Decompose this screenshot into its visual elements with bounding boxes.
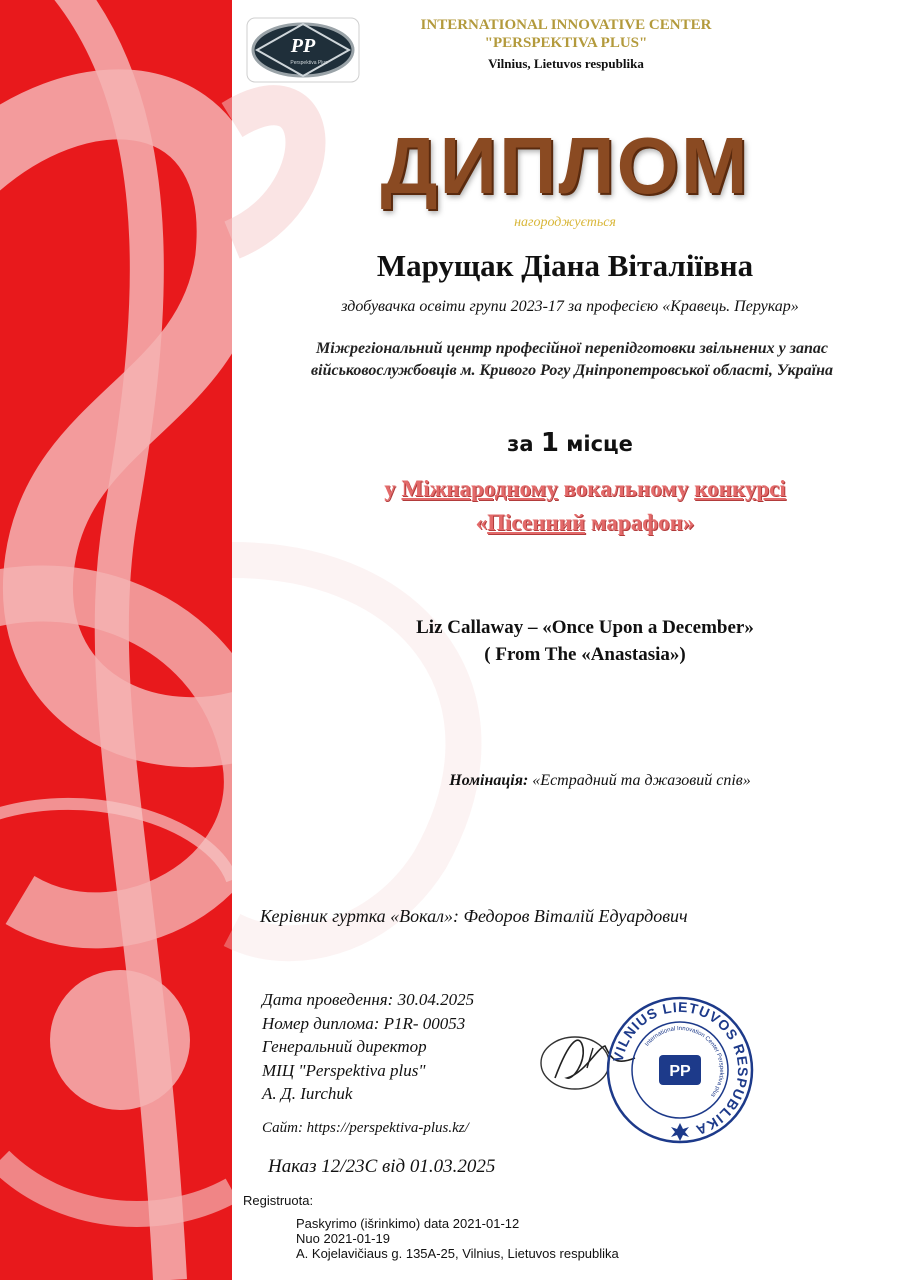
recipient-name: Марущак Діана Віталіївна: [376, 248, 754, 283]
diploma-number: Номер диплома: P1R- 00053: [262, 1013, 466, 1033]
org-line1: INTERNATIONAL INNOVATIVE CENTER: [420, 17, 712, 33]
stamp-center: PP: [669, 1063, 691, 1080]
logo-icon: [245, 14, 363, 86]
diploma-details: [262, 988, 562, 1106]
registration-line3: A. Kojelavičiaus g. 135A-25, Vilnius, Lietuvos respublika: [296, 1246, 619, 1261]
stamp-inner-text: International Innovation Center Perspektiva plus: [644, 1025, 725, 1098]
institution-line1: Міжрегіональний центр професійної перепідготовки звільнених у запас: [316, 340, 828, 357]
logo-subtext: Perspektiva Plus: [290, 60, 328, 66]
place-award: [460, 428, 680, 458]
director-name: А. Д. Iurchuk: [262, 1084, 353, 1103]
registration-details: [296, 1216, 619, 1261]
stamp-icon: [605, 995, 755, 1145]
registration-line1: Paskyrimo (išrinkimo) data 2021-01-12: [296, 1216, 520, 1231]
contest-word-6: марафон»: [590, 510, 695, 535]
contest-word-4: конкурсі: [694, 476, 786, 501]
place-number: 1: [540, 428, 559, 458]
director-title: Генеральний директор: [262, 1037, 427, 1056]
leader-line: Керівник гуртка «Вокал»: Федоров Віталій Едуардович: [260, 906, 688, 926]
place-suffix: місце: [566, 432, 633, 456]
org-city: Vilnius, Lietuvos respublika: [488, 56, 644, 71]
song-title: [300, 614, 870, 668]
nomination-value: «Естрадний та джазовий спів»: [532, 772, 751, 789]
song-line1: Liz Callaway – «Once Upon a December»: [416, 617, 754, 638]
order-number: Наказ 12/23С від 01.03.2025: [268, 1156, 496, 1177]
event-date: Дата проведення: 30.04.2025: [262, 990, 475, 1009]
website-link[interactable]: Сайт: https://perspektiva-plus.kz/: [262, 1120, 469, 1136]
side-decoration: [0, 0, 232, 1280]
contest-name: [300, 472, 870, 540]
contest-quote-open: «: [475, 510, 488, 535]
institution: [262, 338, 882, 382]
contest-word-3: вокальному: [563, 476, 689, 501]
contest-word-5: Пісенний: [487, 510, 586, 535]
director-org: МІЦ "Perspektiva plus": [262, 1060, 426, 1080]
institution-line2: військовослужбовців м. Кривого Рогу Дніпропетровської області, Україна: [311, 362, 833, 379]
song-line2: ( From The «Anastasia»): [484, 644, 686, 665]
org-line2: "PERSPEKTIVA PLUS": [484, 35, 648, 51]
nomination: [300, 772, 900, 790]
registration-line2: Nuo 2021-01-19: [296, 1231, 390, 1246]
logo-text: PP: [290, 35, 316, 57]
place-prefix: за: [507, 432, 534, 456]
contest-word-1: у: [384, 476, 396, 501]
registration-label: Registruota:: [243, 1193, 314, 1208]
nomination-label: Номінація:: [449, 772, 529, 789]
recipient-description: здобувачка освіти групи 2023-17 за професією «Кравець. Перукар»: [341, 298, 799, 315]
contest-word-2: Міжнародному: [401, 476, 558, 501]
organization-header: [380, 16, 752, 73]
diploma-title: ДИПЛОМ: [380, 121, 750, 210]
stamp-outer-text: VILNIUS LIETUVOS RESPUBLIKA: [609, 998, 752, 1139]
awarded-label: нагороджується: [514, 215, 616, 230]
treble-clef-icon: [0, 0, 232, 1280]
